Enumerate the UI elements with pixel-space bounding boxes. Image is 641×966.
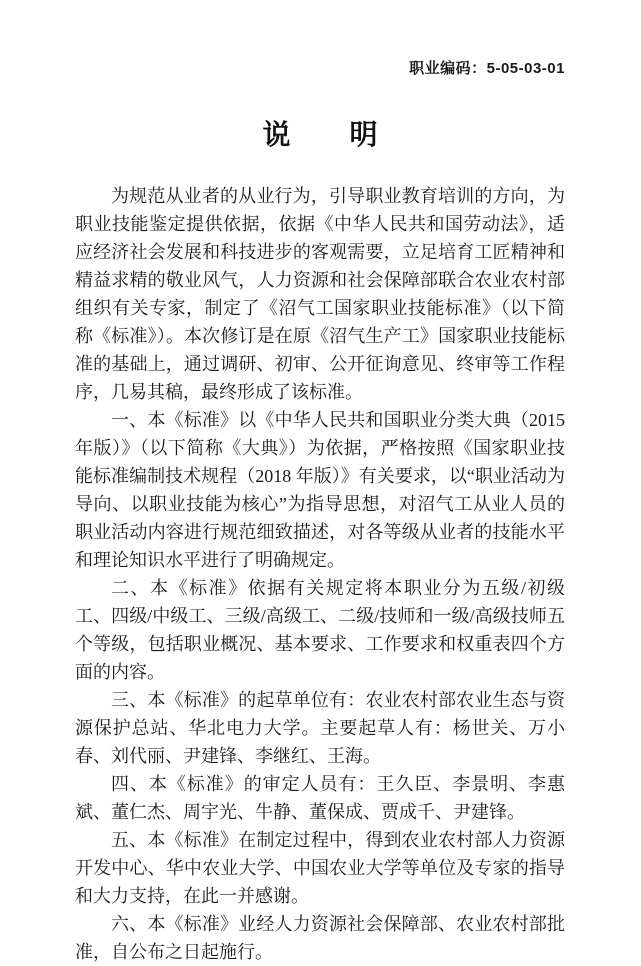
paragraph-intro: 为规范从业者的从业行为，引导职业教育培训的方向，为职业技能鉴定提供依据，依据《中华人民共和国劳动法》，适应经济社会发展和科技进步的客观需要，立足培育工匠精神和精益求精的敬业风气，人力资源和社会保障部联合农业农村部组织有关专家，制定了《沼气工国家职业技能标准》（以下简称《标准》）。本次修订是在原《沼气生产工》国家职业技能标准的基础上，通过调研、初审、公开征询意见、终审等工作程序，几易其稿，最终形成了该标准。 [75,186,565,402]
paragraph-item-4: 四、本《标准》的审定人员有：王久臣、李景明、李惠斌、董仁杰、周宇光、牛静、董保成、贾成千、尹建锋。 [75,774,565,822]
paragraph-item-3: 三、本《标准》的起草单位有：农业农村部农业生态与资源保护总站、华北电力大学。主要起草人有：杨世关、万小春、刘代丽、尹建锋、李继红、王海。 [75,690,565,766]
paragraph-item-5: 五、本《标准》在制定过程中，得到农业农村部人力资源开发中心、华中农业大学、中国农业大学等单位及专家的指导和大力支持，在此一并感谢。 [75,830,565,906]
paragraph-item-2: 二、本《标准》依据有关规定将本职业分为五级/初级工、四级/中级工、三级/高级工、二级/技师和一级/高级技师五个等级，包括职业概况、基本要求、工作要求和权重表四个方面的内容。 [75,578,565,682]
paragraph-item-6: 六、本《标准》业经人力资源社会保障部、农业农村部批准，自公布之日起施行。 [75,914,565,962]
document-body [75,182,565,966]
paragraph-item-1: 一、本《标准》以《中华人民共和国职业分类大典（2015 年版）》（以下简称《大典》）为依据，严格按照《国家职业技能标准编制技术规程（2018 年版）》有关要求，以“职业活动为导向、以职业技能为核心”为指导思想，对沼气工从业人员的职业活动内容进行规范细致描述，对各等级从业者的技能水平和理论知识水平进行了明确规定。 [75,410,565,570]
occupation-code: 职业编码：5-05-03-01 [409,60,565,77]
page-title: 说 明 [262,119,379,150]
